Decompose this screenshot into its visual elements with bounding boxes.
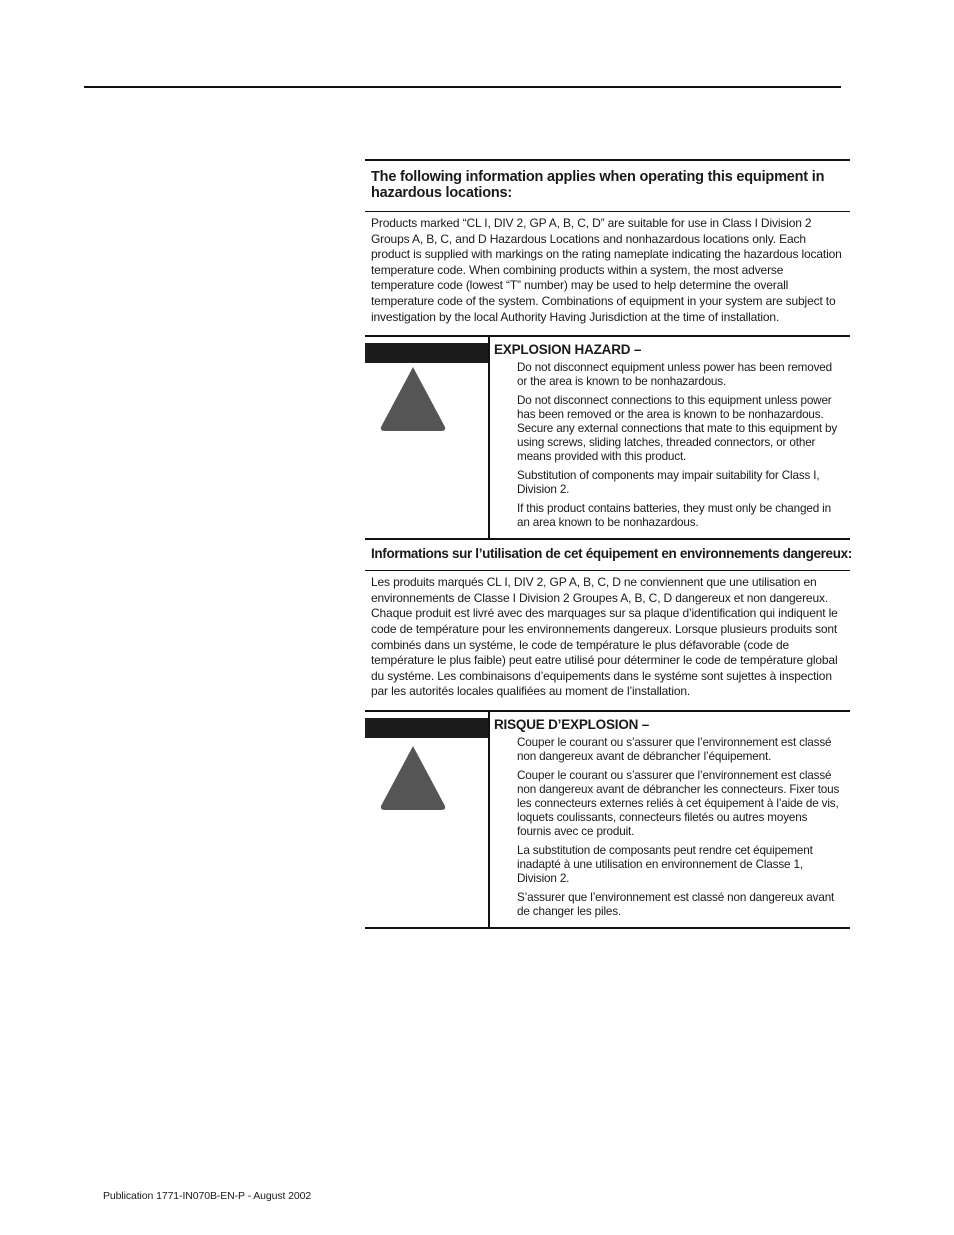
hazard-list bbox=[494, 361, 842, 530]
hazard-item: If this product contains batteries, they must only be changed in an area known to be nonhazardous. bbox=[517, 502, 831, 530]
hazard-item: Do not disconnect equipment unless power has been removed or the area is known to be nonhazardous. bbox=[517, 361, 833, 389]
warning-bar bbox=[365, 718, 488, 738]
explosion-hazard-box bbox=[365, 335, 850, 540]
french-heading: Informations sur l’utilisation de cet équipement en environnements dangereux: bbox=[371, 546, 852, 562]
french-body: Les produits marqués CL I, DIV 2, GP A, B, C, D ne conviennent que une utilisation en environnements de Classe I Division 2 Groupes A, B, C, D dangereux et non dangereux. Chaque produit est livré avec des marquages sur sa plaque d’identification qui indiquent le code de température pour les environnements dangereux. Lorsque plusieurs produits sont combinés dans un systéme, le code de température le plus défavorable (code de température le plus faible) peut eatre utilisé pour déterminer le code de température global du systéme. Les combinaisons d’equipements dans le systéme sont sujettes à inspection par les autorités locales qualifiées au moment de l’installation. bbox=[371, 575, 838, 699]
hazard-text-column bbox=[490, 712, 850, 927]
hazard-item: Couper le courant ou s’assurer que l’environnement est classé non dangereux avant de débrancher l’équipement. bbox=[517, 735, 832, 763]
risque-explosion-box bbox=[365, 710, 850, 929]
hazard-title: RISQUE D’EXPLOSION – bbox=[494, 716, 650, 732]
english-body: Products marked “CL I, DIV 2, GP A, B, C, D” are suitable for use in Class I Division 2 Groups A, B, C, and D Hazardous Locations and nonhazardous locations only. Each product is supplied with markings on the rating nameplate indicating the hazardous location temperature code. When combining products within a system, the most adverse temperature code (lowest “T” number) may be used to help determine the overall temperature code of the system. Combinations of equipment in your system are subject to investigation by the local Authority Having Jurisdiction at the time of installation. bbox=[371, 216, 842, 324]
header-rule bbox=[84, 86, 841, 88]
hazard-text-column bbox=[490, 337, 850, 538]
hazard-symbol-column bbox=[365, 337, 490, 538]
hazard-item: S’assurer que l’environnement est classé non dangereux avant de changer les piles. bbox=[517, 890, 835, 918]
hazard-item: Do not disconnect connections to this equipment unless power has been removed or the area is known to be nonhazardous. Secure any external connections that mate to this equipment by using screws, sliding latches, threaded connectors, or other means provided with this product. bbox=[517, 394, 838, 464]
hazard-item: Couper le courant ou s’assurer que l’environnement est classé non dangereux avant de débrancher les connecteurs. Fixer tous les connecteurs externes reliés à cet équipement à l’aide de vis, loquets coulissants, connecteurs filetés ou autres moyens fournis avec ce produit. bbox=[517, 768, 840, 838]
warning-triangle-icon bbox=[377, 742, 449, 814]
english-heading: The following information applies when operating this equipment in hazardous locations: bbox=[371, 169, 825, 201]
hazard-item: La substitution de composants peut rendre cet équipement inadapté à une utilisation en environnement de Classe 1, Division 2. bbox=[517, 843, 813, 885]
warning-bar bbox=[365, 343, 488, 363]
hazardous-locations-notice bbox=[365, 159, 850, 929]
hazard-list bbox=[494, 736, 842, 919]
publication-footer: Publication 1771-IN070B-EN-P - August 2002 bbox=[103, 1190, 312, 1202]
hazard-title: EXPLOSION HAZARD – bbox=[494, 342, 642, 358]
hazard-item: Substitution of components may impair suitability for Class I, Division 2. bbox=[517, 469, 820, 497]
hazard-symbol-column bbox=[365, 712, 490, 927]
warning-triangle-icon bbox=[377, 363, 449, 435]
